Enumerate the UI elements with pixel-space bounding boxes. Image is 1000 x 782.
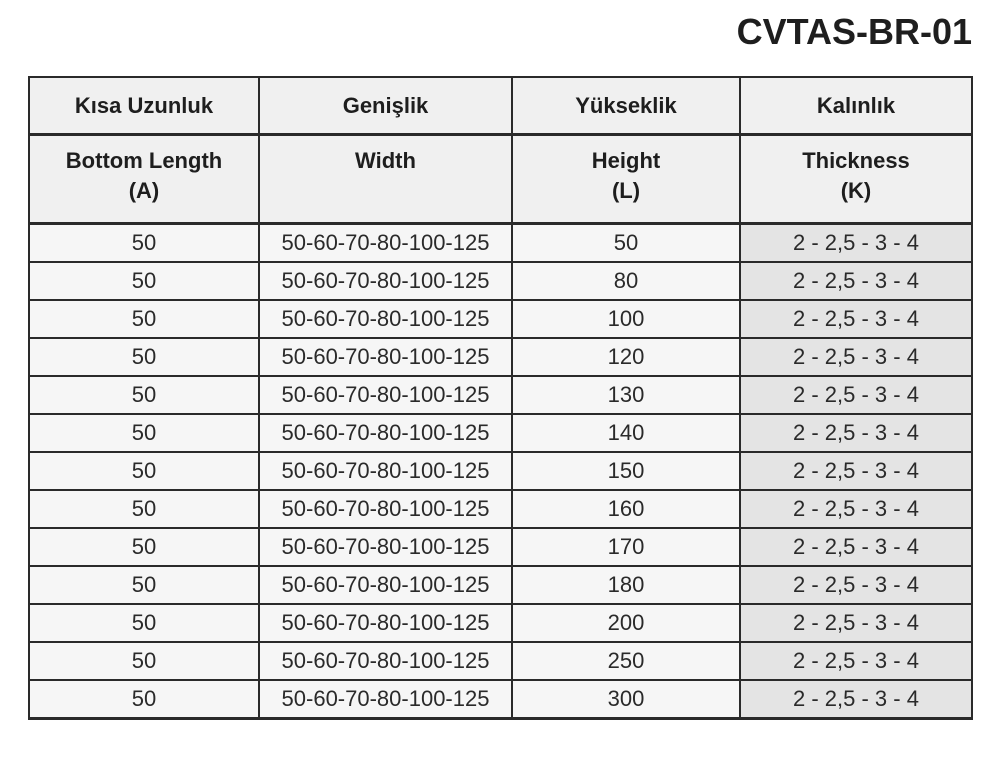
table-row — [29, 414, 972, 452]
cell-thickness: 2 - 2,5 - 3 - 4 — [740, 680, 972, 719]
cell-bottom-length: 50 — [29, 642, 259, 680]
cell-thickness: 2 - 2,5 - 3 - 4 — [740, 414, 972, 452]
table-row — [29, 490, 972, 528]
cell-width: 50-60-70-80-100-125 — [259, 338, 512, 376]
cell-width: 50-60-70-80-100-125 — [259, 414, 512, 452]
cell-width: 50-60-70-80-100-125 — [259, 528, 512, 566]
table-row — [29, 452, 972, 490]
table-row — [29, 376, 972, 414]
cell-height: 160 — [512, 490, 740, 528]
cell-thickness: 2 - 2,5 - 3 - 4 — [740, 338, 972, 376]
header-en-thickness — [740, 135, 972, 224]
spec-table — [28, 76, 973, 720]
cell-width: 50-60-70-80-100-125 — [259, 452, 512, 490]
cell-width: 50-60-70-80-100-125 — [259, 300, 512, 338]
cell-width: 50-60-70-80-100-125 — [259, 262, 512, 300]
cell-bottom-length: 50 — [29, 490, 259, 528]
cell-width: 50-60-70-80-100-125 — [259, 224, 512, 263]
cell-bottom-length: 50 — [29, 338, 259, 376]
cell-thickness: 2 - 2,5 - 3 - 4 — [740, 224, 972, 263]
cell-bottom-length: 50 — [29, 300, 259, 338]
cell-width: 50-60-70-80-100-125 — [259, 376, 512, 414]
cell-thickness: 2 - 2,5 - 3 - 4 — [740, 300, 972, 338]
header-tr-width: Genişlik — [259, 77, 512, 135]
cell-thickness: 2 - 2,5 - 3 - 4 — [740, 490, 972, 528]
header-en-name: Bottom Length — [65, 148, 223, 173]
cell-height: 150 — [512, 452, 740, 490]
cell-bottom-length: 50 — [29, 414, 259, 452]
cell-bottom-length: 50 — [29, 680, 259, 719]
cell-height: 100 — [512, 300, 740, 338]
header-tr-thickness: Kalınlık — [740, 77, 972, 135]
cell-height: 200 — [512, 604, 740, 642]
cell-height: 120 — [512, 338, 740, 376]
header-en-name: Width — [355, 148, 416, 173]
cell-height: 80 — [512, 262, 740, 300]
table-row — [29, 528, 972, 566]
header-tr-bottom-length: Kısa Uzunluk — [29, 77, 259, 135]
table-row — [29, 604, 972, 642]
cell-bottom-length: 50 — [29, 566, 259, 604]
cell-height: 300 — [512, 680, 740, 719]
document-code: CVTAS-BR-01 — [736, 11, 972, 52]
cell-thickness: 2 - 2,5 - 3 - 4 — [740, 604, 972, 642]
table-row — [29, 680, 972, 719]
header-tr-height: Yükseklik — [512, 77, 740, 135]
cell-thickness: 2 - 2,5 - 3 - 4 — [740, 566, 972, 604]
header-en-width — [259, 135, 512, 224]
table-row — [29, 262, 972, 300]
cell-height: 250 — [512, 642, 740, 680]
header-row-english — [29, 135, 972, 224]
cell-height: 130 — [512, 376, 740, 414]
cell-width: 50-60-70-80-100-125 — [259, 604, 512, 642]
cell-bottom-length: 50 — [29, 452, 259, 490]
table-row — [29, 566, 972, 604]
cell-bottom-length: 50 — [29, 376, 259, 414]
cell-height: 140 — [512, 414, 740, 452]
cell-bottom-length: 50 — [29, 224, 259, 263]
table-body — [29, 224, 972, 719]
cell-bottom-length: 50 — [29, 604, 259, 642]
table-row — [29, 338, 972, 376]
table-row — [29, 300, 972, 338]
cell-height: 50 — [512, 224, 740, 263]
cell-thickness: 2 - 2,5 - 3 - 4 — [740, 528, 972, 566]
header-en-name: Height — [591, 148, 661, 173]
table-header — [29, 77, 972, 224]
cell-height: 170 — [512, 528, 740, 566]
header-en-name: Thickness — [802, 148, 910, 173]
cell-width: 50-60-70-80-100-125 — [259, 642, 512, 680]
header-en-bottom-length — [29, 135, 259, 224]
cell-thickness: 2 - 2,5 - 3 - 4 — [740, 262, 972, 300]
cell-bottom-length: 50 — [29, 262, 259, 300]
header-row-turkish — [29, 77, 972, 135]
header-en-symbol: (L) — [611, 178, 641, 203]
cell-width: 50-60-70-80-100-125 — [259, 680, 512, 719]
cell-width: 50-60-70-80-100-125 — [259, 490, 512, 528]
cell-bottom-length: 50 — [29, 528, 259, 566]
cell-thickness: 2 - 2,5 - 3 - 4 — [740, 376, 972, 414]
header-en-symbol: (K) — [840, 178, 872, 203]
cell-thickness: 2 - 2,5 - 3 - 4 — [740, 642, 972, 680]
cell-thickness: 2 - 2,5 - 3 - 4 — [740, 452, 972, 490]
table-row — [29, 224, 972, 263]
cell-height: 180 — [512, 566, 740, 604]
header-en-height — [512, 135, 740, 224]
cell-width: 50-60-70-80-100-125 — [259, 566, 512, 604]
header-en-symbol: (A) — [128, 178, 160, 203]
table-row — [29, 642, 972, 680]
